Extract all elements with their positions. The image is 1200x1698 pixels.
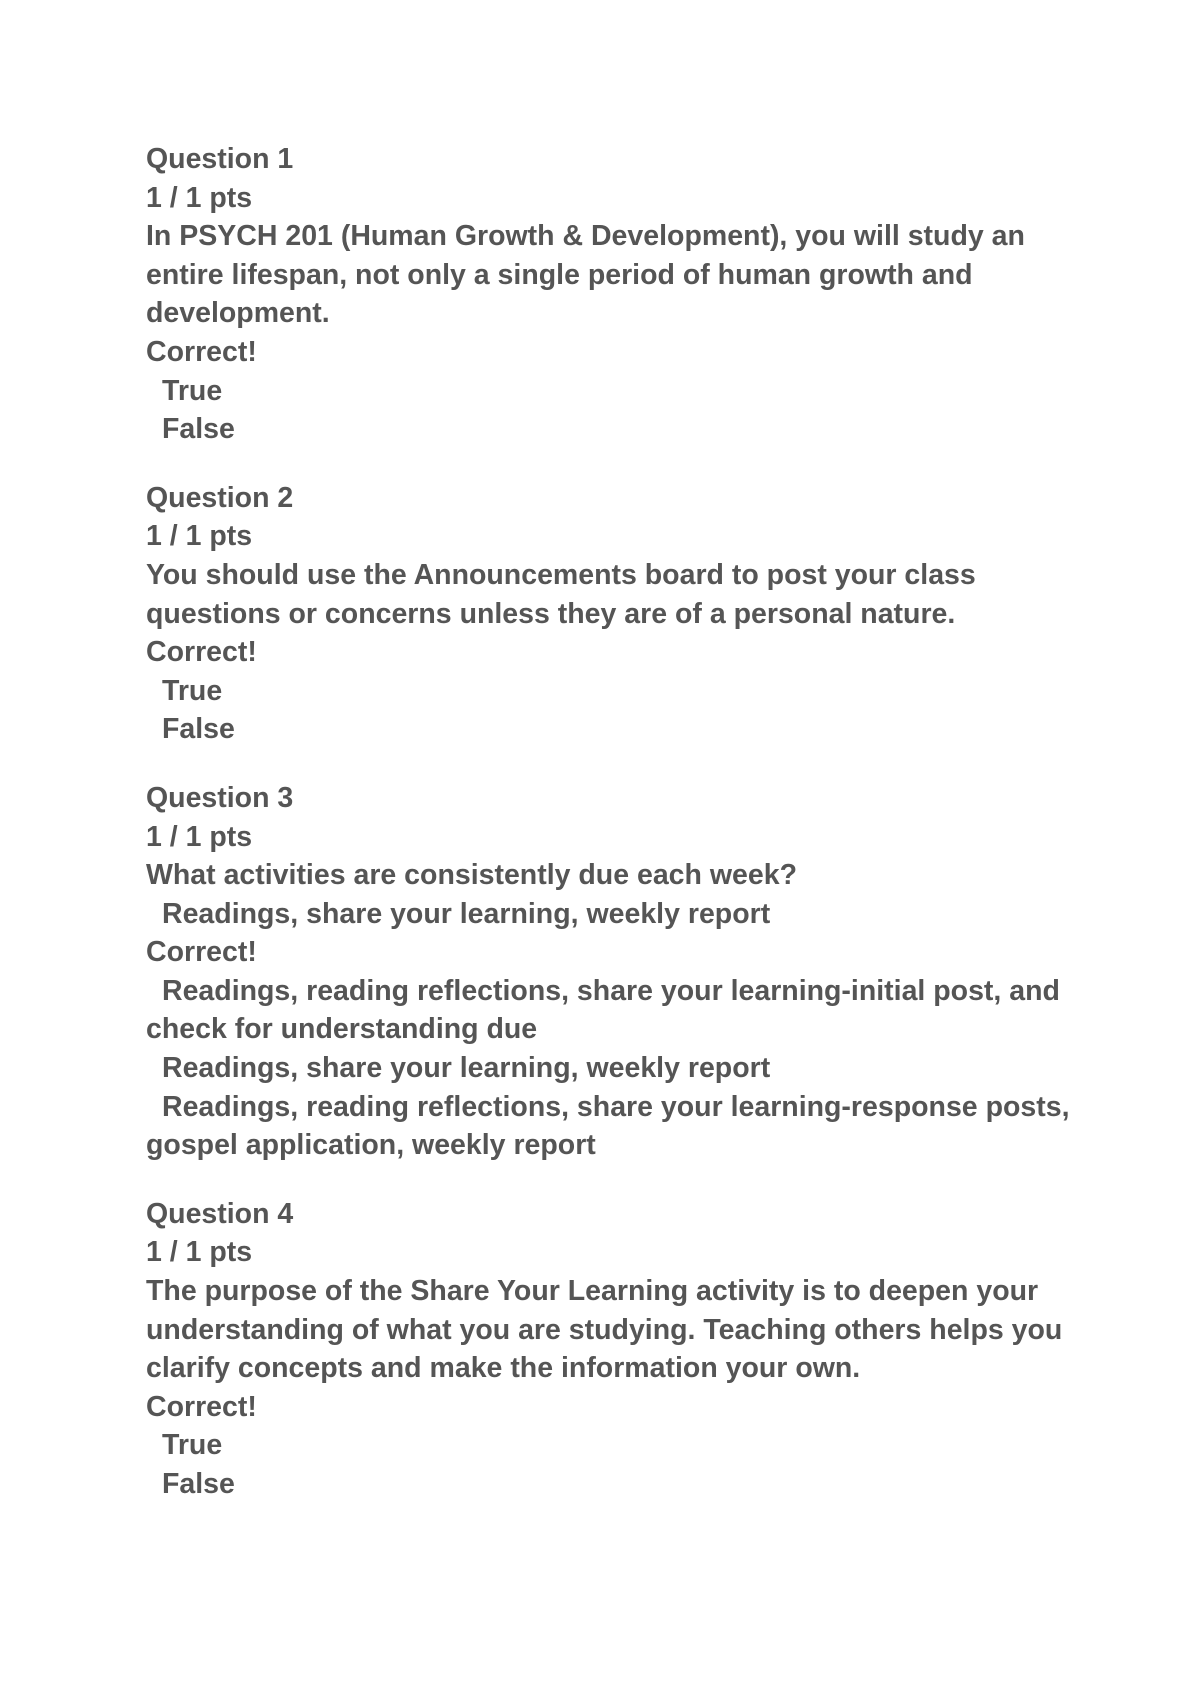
answer-option: Readings, reading reflections, share your learning-response posts, gospel application, weekly report xyxy=(146,1090,1078,1162)
quiz-document xyxy=(146,140,1086,1534)
answer-option-true: True xyxy=(162,374,223,407)
question-title: Question 3 xyxy=(146,781,294,814)
answer-option-false: False xyxy=(162,713,235,746)
question-2 xyxy=(146,479,1086,749)
question-prompt: You should use the Announcements board to post your class questions or concerns unless they are of a personal nature. xyxy=(146,558,984,630)
question-title: Question 2 xyxy=(146,481,294,514)
answer-option-true: True xyxy=(162,1429,223,1462)
question-prompt: What activities are consistently due each week? xyxy=(146,859,797,892)
question-1 xyxy=(146,140,1086,449)
correct-label: Correct! xyxy=(146,1390,257,1423)
question-4 xyxy=(146,1195,1086,1504)
correct-label: Correct! xyxy=(146,636,257,669)
question-prompt: In PSYCH 201 (Human Growth & Development), you will study an entire lifespan, not only a single period of human growth and development. xyxy=(146,220,1033,330)
answer-option-false: False xyxy=(162,413,235,446)
answer-option-true: True xyxy=(162,674,223,707)
correct-label: Correct! xyxy=(146,936,257,969)
correct-label: Correct! xyxy=(146,335,257,368)
question-title: Question 1 xyxy=(146,143,294,175)
question-points: 1 / 1 pts xyxy=(146,520,253,553)
answer-option: Readings, reading reflections, share your learning-initial post, and check for understanding due xyxy=(146,974,1068,1046)
answer-option: Readings, share your learning, weekly report xyxy=(162,897,771,930)
question-prompt: The purpose of the Share Your Learning activity is to deepen your understanding of what you are studying. Teaching others helps you clarify concepts and make the information your own. xyxy=(146,1275,1071,1385)
answer-option: Readings, share your learning, weekly report xyxy=(162,1052,771,1085)
question-3 xyxy=(146,779,1086,1165)
question-title: Question 4 xyxy=(146,1197,294,1230)
question-points: 1 / 1 pts xyxy=(146,181,253,214)
answer-option-false: False xyxy=(162,1468,235,1500)
question-points: 1 / 1 pts xyxy=(146,820,253,853)
question-points: 1 / 1 pts xyxy=(146,1236,253,1269)
